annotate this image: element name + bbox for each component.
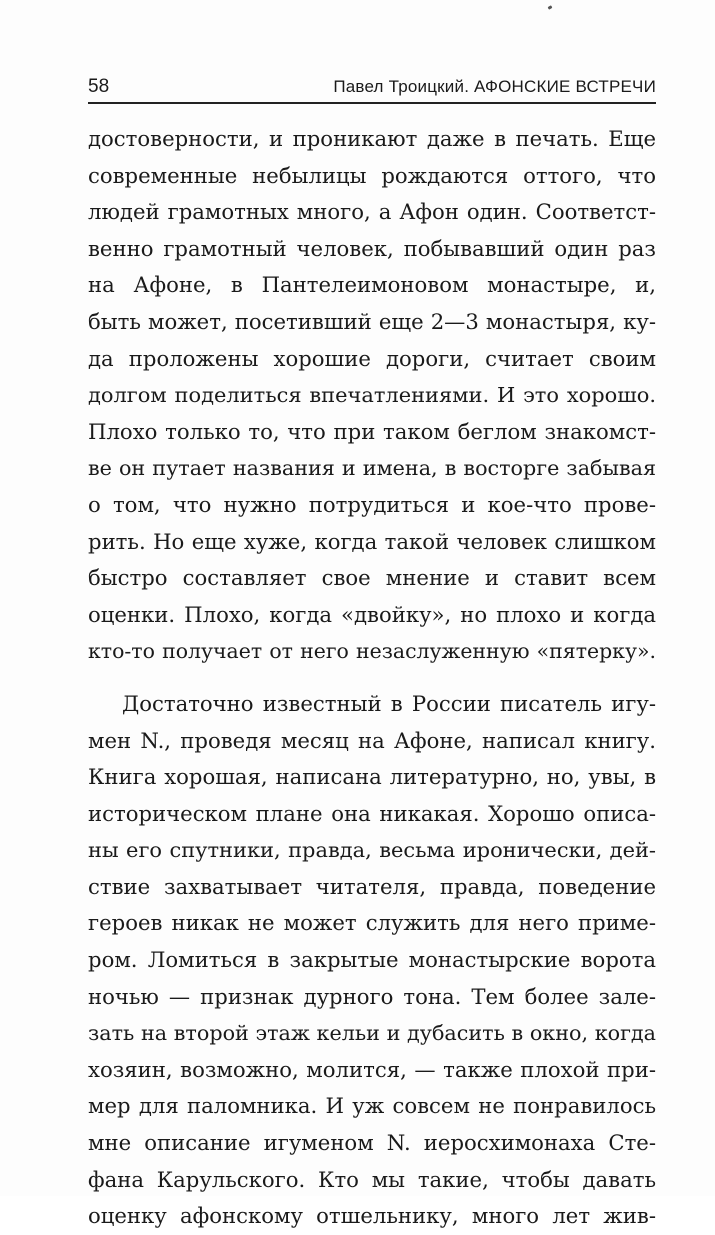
text-line: хозяин, возможно, молится, — также плохой при-: [88, 1056, 656, 1082]
running-title: Павел Троицкий. АФОНСКИЕ ВСТРЕЧИ: [333, 77, 656, 96]
print-speck: [548, 5, 553, 10]
text-line: рить. Но еще хуже, когда такой человек слишком: [88, 528, 656, 554]
text-line: на Афоне, в Пантелеимоновом монастыре, и,: [88, 272, 656, 298]
text-line: оценку афонскому отшельнику, много лет жив-: [88, 1203, 656, 1229]
body-text: [88, 121, 656, 1235]
text-line: ночью — признак дурного тона. Тем более зале-: [88, 983, 656, 1009]
text-line: о том, что нужно потрудиться и кое-что прове-: [88, 491, 656, 517]
header-rule: [88, 102, 656, 104]
text-line: кто-то получает от него незаслуженную «пятерку».: [88, 639, 656, 664]
text-line: оценки. Плохо, когда «двойку», но плохо и когда: [88, 601, 656, 627]
text-line: Достаточно известный в России писатель игу-: [122, 690, 656, 716]
text-line: героев никак не может служить для него приме-: [88, 910, 656, 936]
text-line: венно грамотный человек, побывавший один раз: [88, 235, 656, 261]
text-line: мен N., проведя месяц на Афоне, написал книгу.: [88, 727, 656, 753]
text-line: историческом плане она никакая. Хорошо описа-: [88, 800, 656, 826]
page-header: [88, 74, 656, 104]
text-line: да проложены хорошие дороги, считает своим: [88, 345, 656, 371]
page-number: 58: [88, 76, 110, 97]
text-line: Плохо только то, что при таком беглом знакомст-: [88, 418, 656, 444]
text-line: мне описание игуменом N. иеросхимонаха Сте-: [88, 1130, 656, 1156]
text-line: долгом поделиться впечатлениями. И это хорошо.: [88, 383, 656, 408]
text-line: зать на второй этаж кельи и дубасить в окно, когда: [88, 1021, 656, 1046]
text-line: фана Карульского. Кто мы такие, чтобы давать: [88, 1166, 656, 1192]
text-line: мер для паломника. И уж совсем не понравилось: [88, 1093, 656, 1119]
text-line: ром. Ломиться в закрытые монастырские ворота: [88, 947, 656, 973]
text-line: ве он путает названия и имена, в восторге забывая: [88, 456, 656, 481]
text-line: быть может, посетивший еще 2—3 монастыря, ку-: [88, 308, 656, 334]
text-line: ствие захватывает читателя, правда, поведение: [88, 873, 656, 899]
text-line: ны его спутники, правда, весьма иронически, дей-: [88, 838, 656, 863]
text-line: Книга хорошая, написана литературно, но, увы, в: [88, 764, 656, 790]
text-line: достоверности, и проникают даже в печать. Еще: [88, 126, 656, 151]
text-line: современные небылицы рождаются оттого, что: [88, 162, 656, 188]
text-line: быстро составляет свое мнение и ставит всем: [88, 565, 656, 591]
paragraph-1: [88, 121, 656, 670]
paragraph-2: [88, 686, 656, 1235]
paragraph-gap: [88, 670, 656, 686]
text-line: людей грамотных много, а Афон один. Соответст-: [88, 199, 656, 225]
